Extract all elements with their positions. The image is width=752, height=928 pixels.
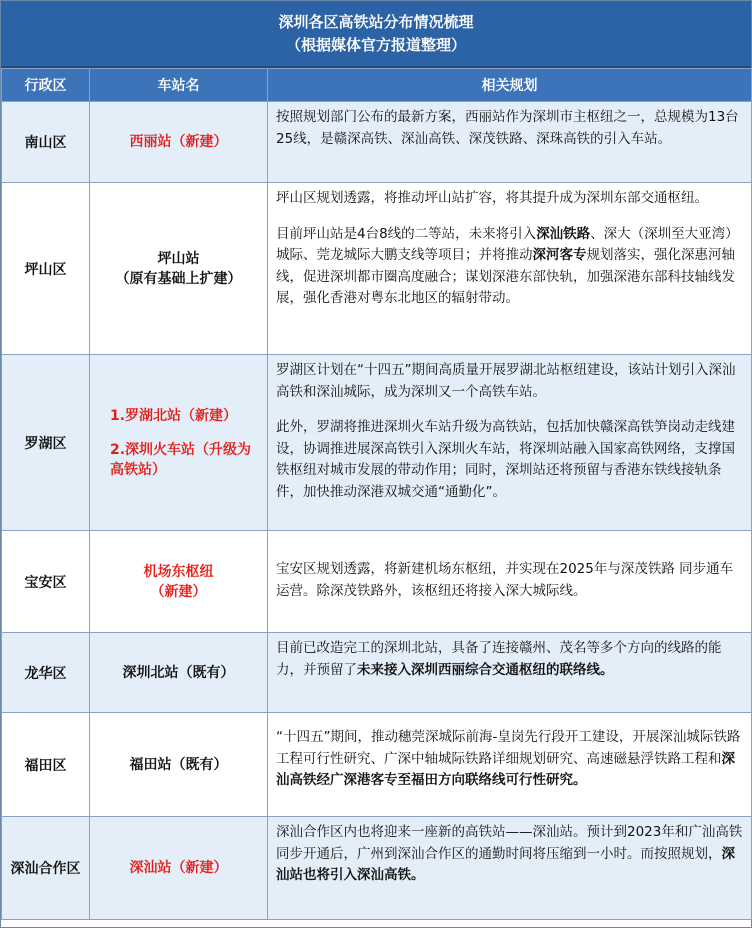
station-cell: 深圳北站（既有）	[90, 633, 268, 713]
plan-text-run: 、深大（深圳至大亚湾）城际、莞龙城际大鹏支线等项目；并将推动	[276, 225, 739, 263]
table-row-luohu	[2, 355, 752, 531]
station-name-2: 2.深圳火车站（升级为高铁站）	[110, 441, 252, 478]
plan-text-run: 目前坪山站是4台8线的二等站，未来将引入	[276, 225, 537, 242]
plan-text-bold: 深汕高铁经广深港客专至福田方向联络线可行性研究。	[276, 750, 735, 788]
plan-text: 按照规划部门公布的最新方案，西丽站作为深圳市主枢纽之一，总规模为13台25线，是赣深高铁、深汕高铁、深茂铁路、深珠高铁的引入车站。	[276, 109, 739, 147]
plan-cell	[268, 183, 752, 355]
plan-text-run: 深汕合作区内也将迎来一座新的高铁站——深汕站。预计到2023年和广汕高铁同步开通后，广州到深汕合作区的通勤时间将压缩到一小时。而按照规划，	[276, 824, 743, 862]
station-note: （新建）	[150, 583, 207, 600]
plan-cell	[268, 102, 752, 183]
plan-text: 坪山区规划透露，将推动坪山站扩容，将其提升成为深圳东部交通枢纽。	[276, 190, 708, 206]
plan-text	[276, 727, 743, 792]
district-cell: 宝安区	[2, 531, 90, 633]
title-line-1: 深圳各区高铁站分布情况梳理	[278, 12, 474, 31]
station-cell: 西丽站（新建）	[90, 102, 268, 183]
document-title	[1, 1, 751, 68]
table-header-row	[2, 69, 752, 102]
plan-text-run: “十四五”期间，推动穗莞深城际前海-皇岗先行段开工建设，开展深汕城际铁路工程可行性研究、广深中轴城际铁路详细规划研究、高速磁悬浮铁路工程和	[276, 729, 741, 767]
plan-text-bold: 未来接入深圳西丽综合交通枢纽的联络线。	[357, 661, 614, 678]
header-district: 行政区	[2, 69, 90, 102]
station-cell	[90, 183, 268, 355]
header-station: 车站名	[90, 69, 268, 102]
table-row-futian	[2, 713, 752, 817]
station-name: 机场东枢纽	[143, 563, 214, 580]
plan-text	[276, 224, 743, 310]
plan-text-run: 目前已改造完工的深圳北站，具备了连接赣州、茂名等多个方向的线路的能力，并预留了	[276, 640, 722, 678]
plan-text: 罗湖区计划在“十四五”期间高质量开展罗湖北站枢纽建设，该站计划引入深汕高铁和深汕城际，成为深圳又一个高铁车站。	[276, 362, 736, 400]
station-name: 坪山站	[157, 250, 200, 267]
stations-table	[1, 68, 752, 920]
table-row-shenshan	[2, 817, 752, 920]
plan-cell	[268, 713, 752, 817]
station-cell: 福田站（既有）	[90, 713, 268, 817]
plan-text-bold: 深河客专	[532, 247, 587, 263]
plan-cell	[268, 817, 752, 920]
station-cell	[90, 531, 268, 633]
station-cell	[90, 355, 268, 531]
station-note: （原有基础上扩建）	[115, 270, 242, 287]
plan-text-run: 规划落实，强化深惠河轴线，促进深圳都市圈高度融合；谋划深港东部快轨，加强深港东部科技轴线发展，强化香港对粤东北地区的辐射带动。	[276, 247, 735, 306]
station-cell: 深汕站（新建）	[90, 817, 268, 920]
title-line-2: （根据媒体官方报道整理）	[285, 35, 466, 54]
district-cell: 坪山区	[2, 183, 90, 355]
plan-cell	[268, 531, 752, 633]
plan-text	[276, 638, 743, 681]
table-row-nanshan	[2, 102, 752, 183]
district-cell: 福田区	[2, 713, 90, 817]
district-cell: 南山区	[2, 102, 90, 183]
station-name-1: 1.罗湖北站（新建）	[110, 407, 238, 424]
table-row-longhua	[2, 633, 752, 713]
table-row-pingshan	[2, 183, 752, 355]
district-cell: 深汕合作区	[2, 817, 90, 920]
district-cell: 罗湖区	[2, 355, 90, 531]
plan-text-bold: 深汕站也将引入深汕高铁。	[276, 845, 735, 883]
plan-text-bold: 深汕铁路	[536, 225, 591, 242]
plan-text: 宝安区规划透露，将新建机场东枢纽，并实现在2025年与深茂铁路 同步通车运营。除深茂铁路外，该枢纽还将接入深大城际线。	[276, 561, 734, 599]
plan-cell	[268, 633, 752, 713]
plan-text: 此外，罗湖将推进深圳火车站升级为高铁站，包括加快赣深高铁笋岗动走线建设，协调推进展深高铁引入深圳火车站，将深圳站融入国家高铁网络，支撑国铁枢纽对城市发展的带动作用；同时，深圳站还将预留与香港东铁线接轨条件，加快推动深港双城交通“通勤化”。	[276, 419, 735, 500]
district-cell: 龙华区	[2, 633, 90, 713]
table-row-baoan	[2, 531, 752, 633]
plan-cell	[268, 355, 752, 531]
plan-text	[276, 822, 743, 887]
header-plan: 相关规划	[268, 69, 752, 102]
